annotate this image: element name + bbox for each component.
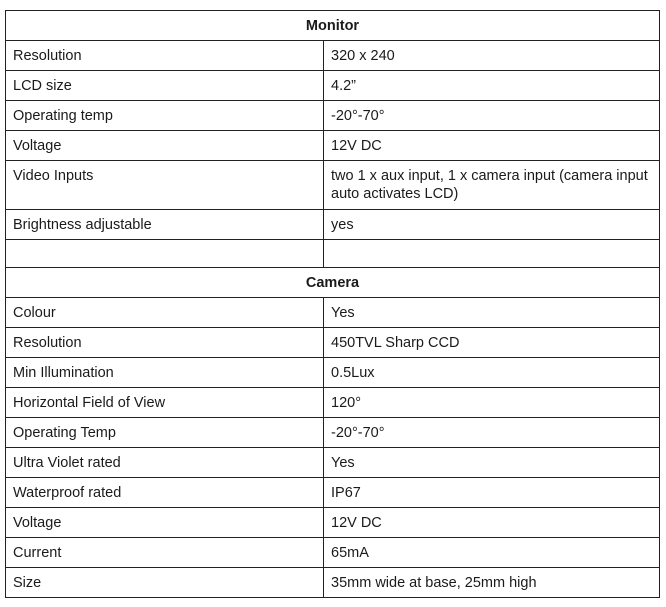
spec-value: Yes [324,298,660,328]
table-row [6,538,660,568]
spec-value: Yes [324,448,660,478]
spec-label: LCD size [6,71,324,101]
table-row [6,298,660,328]
monitor-heading: Monitor [6,11,660,41]
table-row [6,388,660,418]
table-row [6,478,660,508]
spec-label: Waterproof rated [6,478,324,508]
spec-label: Resolution [6,41,324,71]
spec-label: Voltage [6,508,324,538]
camera-section-header [6,268,660,298]
spec-value: 35mm wide at base, 25mm high [324,568,660,598]
table-row [6,328,660,358]
empty-cell [324,240,660,268]
table-row [6,418,660,448]
spec-label: Colour [6,298,324,328]
spec-table [5,10,660,598]
table-row [6,448,660,478]
spec-label: Resolution [6,328,324,358]
spec-label: Min Illumination [6,358,324,388]
spec-label: Voltage [6,131,324,161]
camera-heading: Camera [6,268,660,298]
spec-value: 320 x 240 [324,41,660,71]
spec-label: Ultra Violet rated [6,448,324,478]
empty-row [6,240,660,268]
spec-label: Horizontal Field of View [6,388,324,418]
empty-cell [6,240,324,268]
table-row [6,131,660,161]
table-row [6,41,660,71]
spec-label: Video Inputs [6,161,324,210]
monitor-section-header [6,11,660,41]
spec-value: IP67 [324,478,660,508]
spec-label: Brightness adjustable [6,210,324,240]
spec-label: Operating temp [6,101,324,131]
table-row [6,101,660,131]
spec-label: Size [6,568,324,598]
spec-label: Current [6,538,324,568]
spec-value: 12V DC [324,131,660,161]
table-row [6,508,660,538]
spec-value: -20°-70° [324,418,660,448]
table-row [6,210,660,240]
table-row [6,161,660,210]
table-row [6,71,660,101]
spec-value: 0.5Lux [324,358,660,388]
spec-value: 12V DC [324,508,660,538]
spec-value: 4.2” [324,71,660,101]
table-row [6,568,660,598]
spec-value: two 1 x aux input, 1 x camera input (camera input auto activates LCD) [324,161,660,210]
spec-value: yes [324,210,660,240]
spec-value: 120° [324,388,660,418]
spec-label: Operating Temp [6,418,324,448]
spec-value: -20°-70° [324,101,660,131]
table-row [6,358,660,388]
spec-value: 450TVL Sharp CCD [324,328,660,358]
spec-value: 65mA [324,538,660,568]
